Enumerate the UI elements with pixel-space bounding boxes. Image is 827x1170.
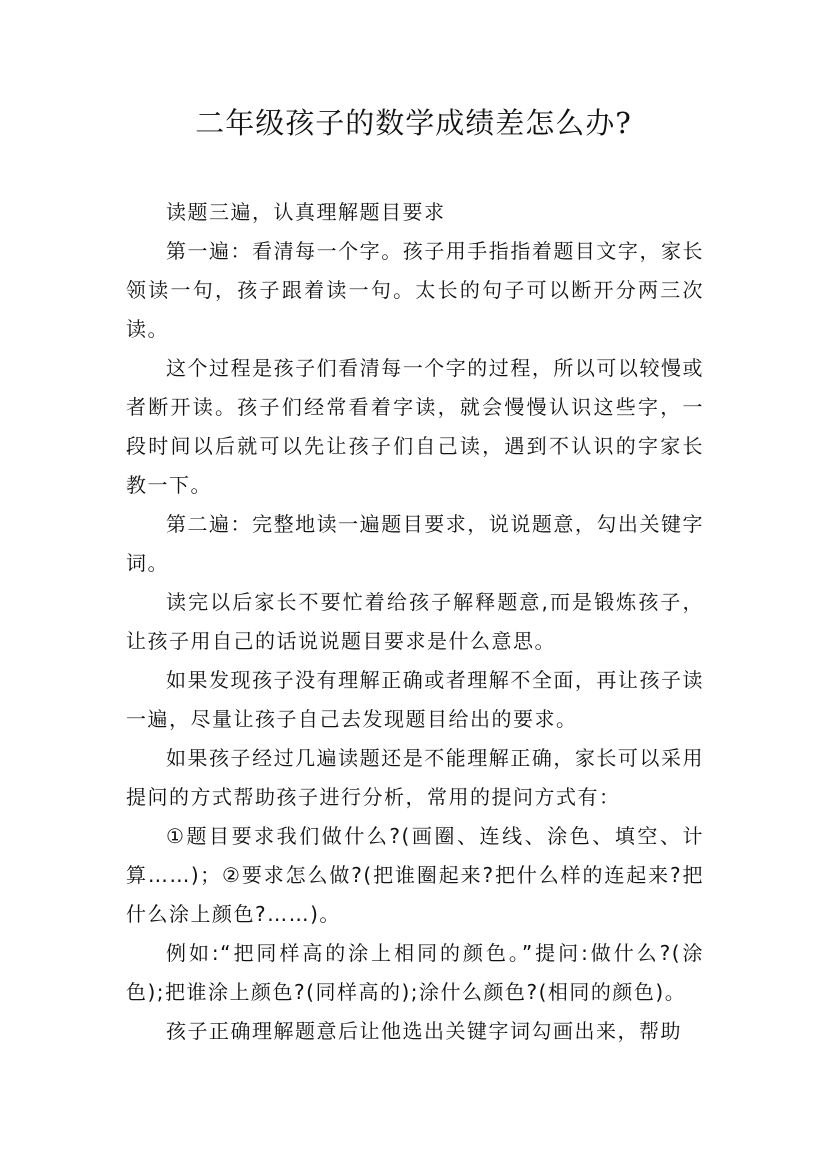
paragraph: 第一遍：看清每一个字。孩子用手指指着题目文字，家长领读一句，孩子跟着读一句。太长的句子可以断开分两三次读。 — [126, 239, 704, 341]
paragraph: 孩子正确理解题意后让他选出关键字词勾画出来，帮助 — [166, 1019, 682, 1043]
article-body — [126, 193, 704, 1051]
paragraph: 读完以后家长不要忙着给孩子解释题意,而是锻炼孩子，让孩子用自己的话说说题目要求是什么意思。 — [126, 590, 704, 653]
paragraph: 如果发现孩子没有理解正确或者理解不全面，再让孩子读一遍，尽量让孩子自己去发现题目给出的要求。 — [126, 668, 704, 731]
paragraph: ①题目要求我们做什么?(画圈、连线、涂色、填空、计算……)；②要求怎么做?(把谁圈起来?把什么样的连起来?把什么涂上颜色?……)。 — [126, 824, 704, 926]
paragraph: 例如:“把同样高的涂上相同的颜色。”提问:做什么?(涂色);把谁涂上颜色?(同样高的);涂什么颜色?(相同的颜色)。 — [126, 941, 704, 1004]
paragraph: 第二遍：完整地读一遍题目要求，说说题意，勾出关键字词。 — [126, 512, 704, 575]
paragraph-heading: 读题三遍，认真理解题目要求 — [166, 200, 446, 224]
paragraph: 如果孩子经过几遍读题还是不能理解正确，家长可以采用提问的方式帮助孩子进行分析，常用的提问方式有： — [126, 746, 704, 809]
paragraph: 这个过程是孩子们看清每一个字的过程，所以可以较慢或者断开读。孩子们经常看着字读，就会慢慢认识这些字，一段时间以后就可以先让孩子们自己读，遇到不认识的字家长教一下。 — [126, 356, 704, 497]
page-title: 二年级孩子的数学成绩差怎么办? — [195, 106, 632, 140]
